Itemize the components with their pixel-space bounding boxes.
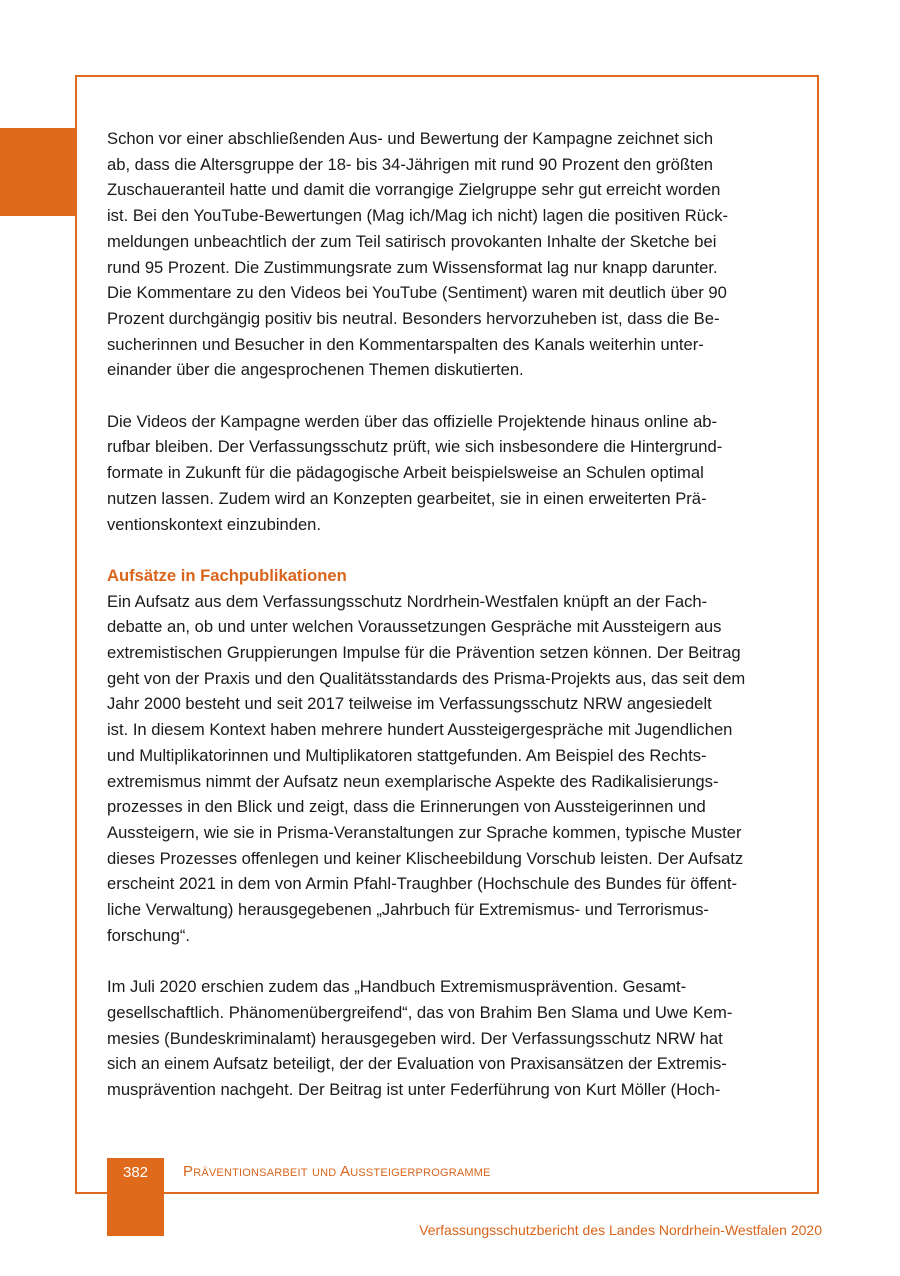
paragraph [107,563,792,949]
body-text [107,126,792,1103]
text-line: debatte an, ob und unter welchen Voraussetzungen Gespräche mit Aussteigern aus [107,617,722,637]
text-line: erscheint 2021 in dem von Armin Pfahl-Traughber (Hochschule des Bundes für öffent- [107,874,737,894]
footer-publication-title: Verfassungsschutzbericht des Landes Nordrhein-Westfalen 2020 [419,1222,822,1238]
text-line: ab, dass die Altersgruppe der 18- bis 34-Jährigen mit rund 90 Prozent den größten [107,154,714,174]
running-head: Präventionsarbeit und Aussteigerprogramme [183,1163,491,1180]
text-line: gesellschaftlich. Phänomenübergreifend“, das von Brahim Ben Slama und Uwe Kem- [107,1002,733,1022]
text-line: ist. In diesem Kontext haben mehrere hundert Aussteigergespräche mit Jugendlichen [107,720,733,740]
text-line: musprävention nachgeht. Der Beitrag ist unter Federführung von Kurt Möller (Hoch- [107,1079,721,1099]
text-line: Zuschaueranteil hatte und damit die vorrangige Zielgruppe sehr gut erreicht worden [107,180,721,200]
text-line: Schon vor einer abschließenden Aus- und Bewertung der Kampagne zeichnet sich [107,129,714,148]
paragraph [107,409,792,538]
text-line: forschung“. [107,925,191,945]
text-line: einander über die angesprochenen Themen diskutierten. [107,360,524,380]
text-line: Die Kommentare zu den Videos bei YouTube (Sentiment) waren mit deutlich über 90 [107,283,727,303]
paragraph [107,974,792,1103]
text-line: extremismus nimmt der Aufsatz neun exemplarische Aspekte des Radikalisierungs- [107,771,719,791]
page-number: 382 [107,1158,164,1236]
text-line: formate in Zukunft für die pädagogische Arbeit beispielsweise an Schulen optimal [107,463,704,483]
text-line: meldungen unbeachtlich der zum Teil satirisch provokanten Inhalte der Sketche bei [107,231,717,251]
section-heading: Aufsätze in Fachpublikationen [107,565,347,585]
text-line: Im Juli 2020 erschien zudem das „Handbuch Extremismusprävention. Gesamt- [107,977,687,997]
chapter-tab-marker [0,128,76,216]
text-line: nutzen lassen. Zudem wird an Konzepten gearbeitet, sie in einen erweiterten Prä- [107,488,707,508]
text-line: geht von der Praxis und den Qualitätsstandards des Prisma-Projekts aus, das seit dem [107,668,746,688]
text-line: Ein Aufsatz aus dem Verfassungsschutz Nordrhein-Westfalen knüpft an der Fach- [107,591,708,611]
text-line: Die Videos der Kampagne werden über das offizielle Projektende hinaus online ab- [107,411,718,431]
text-line: ist. Bei den YouTube-Bewertungen (Mag ich/Mag ich nicht) lagen die positiven Rück- [107,206,729,226]
text-line: Jahr 2000 besteht und seit 2017 teilweise im Verfassungsschutz NRW angesiedelt [107,694,712,714]
text-line: mesies (Bundeskriminalamt) herausgegeben wird. Der Verfassungsschutz NRW hat [107,1028,723,1048]
text-line: und Multiplikatorinnen und Multiplikatoren stattgefunden. Am Beispiel des Rechts- [107,745,707,765]
text-line: dieses Prozesses offenlegen und keiner Klischeebildung Vorschub leisten. Der Aufsatz [107,848,744,868]
paragraph [107,126,792,383]
text-line: Prozent durchgängig positiv bis neutral. Besonders hervorzuheben ist, dass die Be- [107,308,720,328]
text-line: prozesses in den Blick und zeigt, dass die Erinnerungen von Aussteigerinnen und [107,797,706,817]
text-line: extremistischen Gruppierungen Impulse für die Prävention setzen können. Der Beitrag [107,643,741,663]
text-line: sucherinnen und Besucher in den Kommentarspalten des Kanals weiterhin unter- [107,334,704,354]
text-line: Aussteigern, wie sie in Prisma-Veranstaltungen zur Sprache kommen, typische Muster [107,822,742,842]
text-line: sich an einem Aufsatz beteiligt, der der Evaluation von Praxisansätzen der Extremis- [107,1054,727,1074]
text-line: rund 95 Prozent. Die Zustimmungsrate zum Wissensformat lag nur knapp darunter. [107,257,718,277]
text-line: liche Verwaltung) herausgegebenen „Jahrbuch für Extremismus- und Terrorismus- [107,900,709,920]
text-line: ventionskontext einzubinden. [107,514,322,534]
text-line: rufbar bleiben. Der Verfassungsschutz prüft, wie sich insbesondere die Hintergrund- [107,437,723,457]
